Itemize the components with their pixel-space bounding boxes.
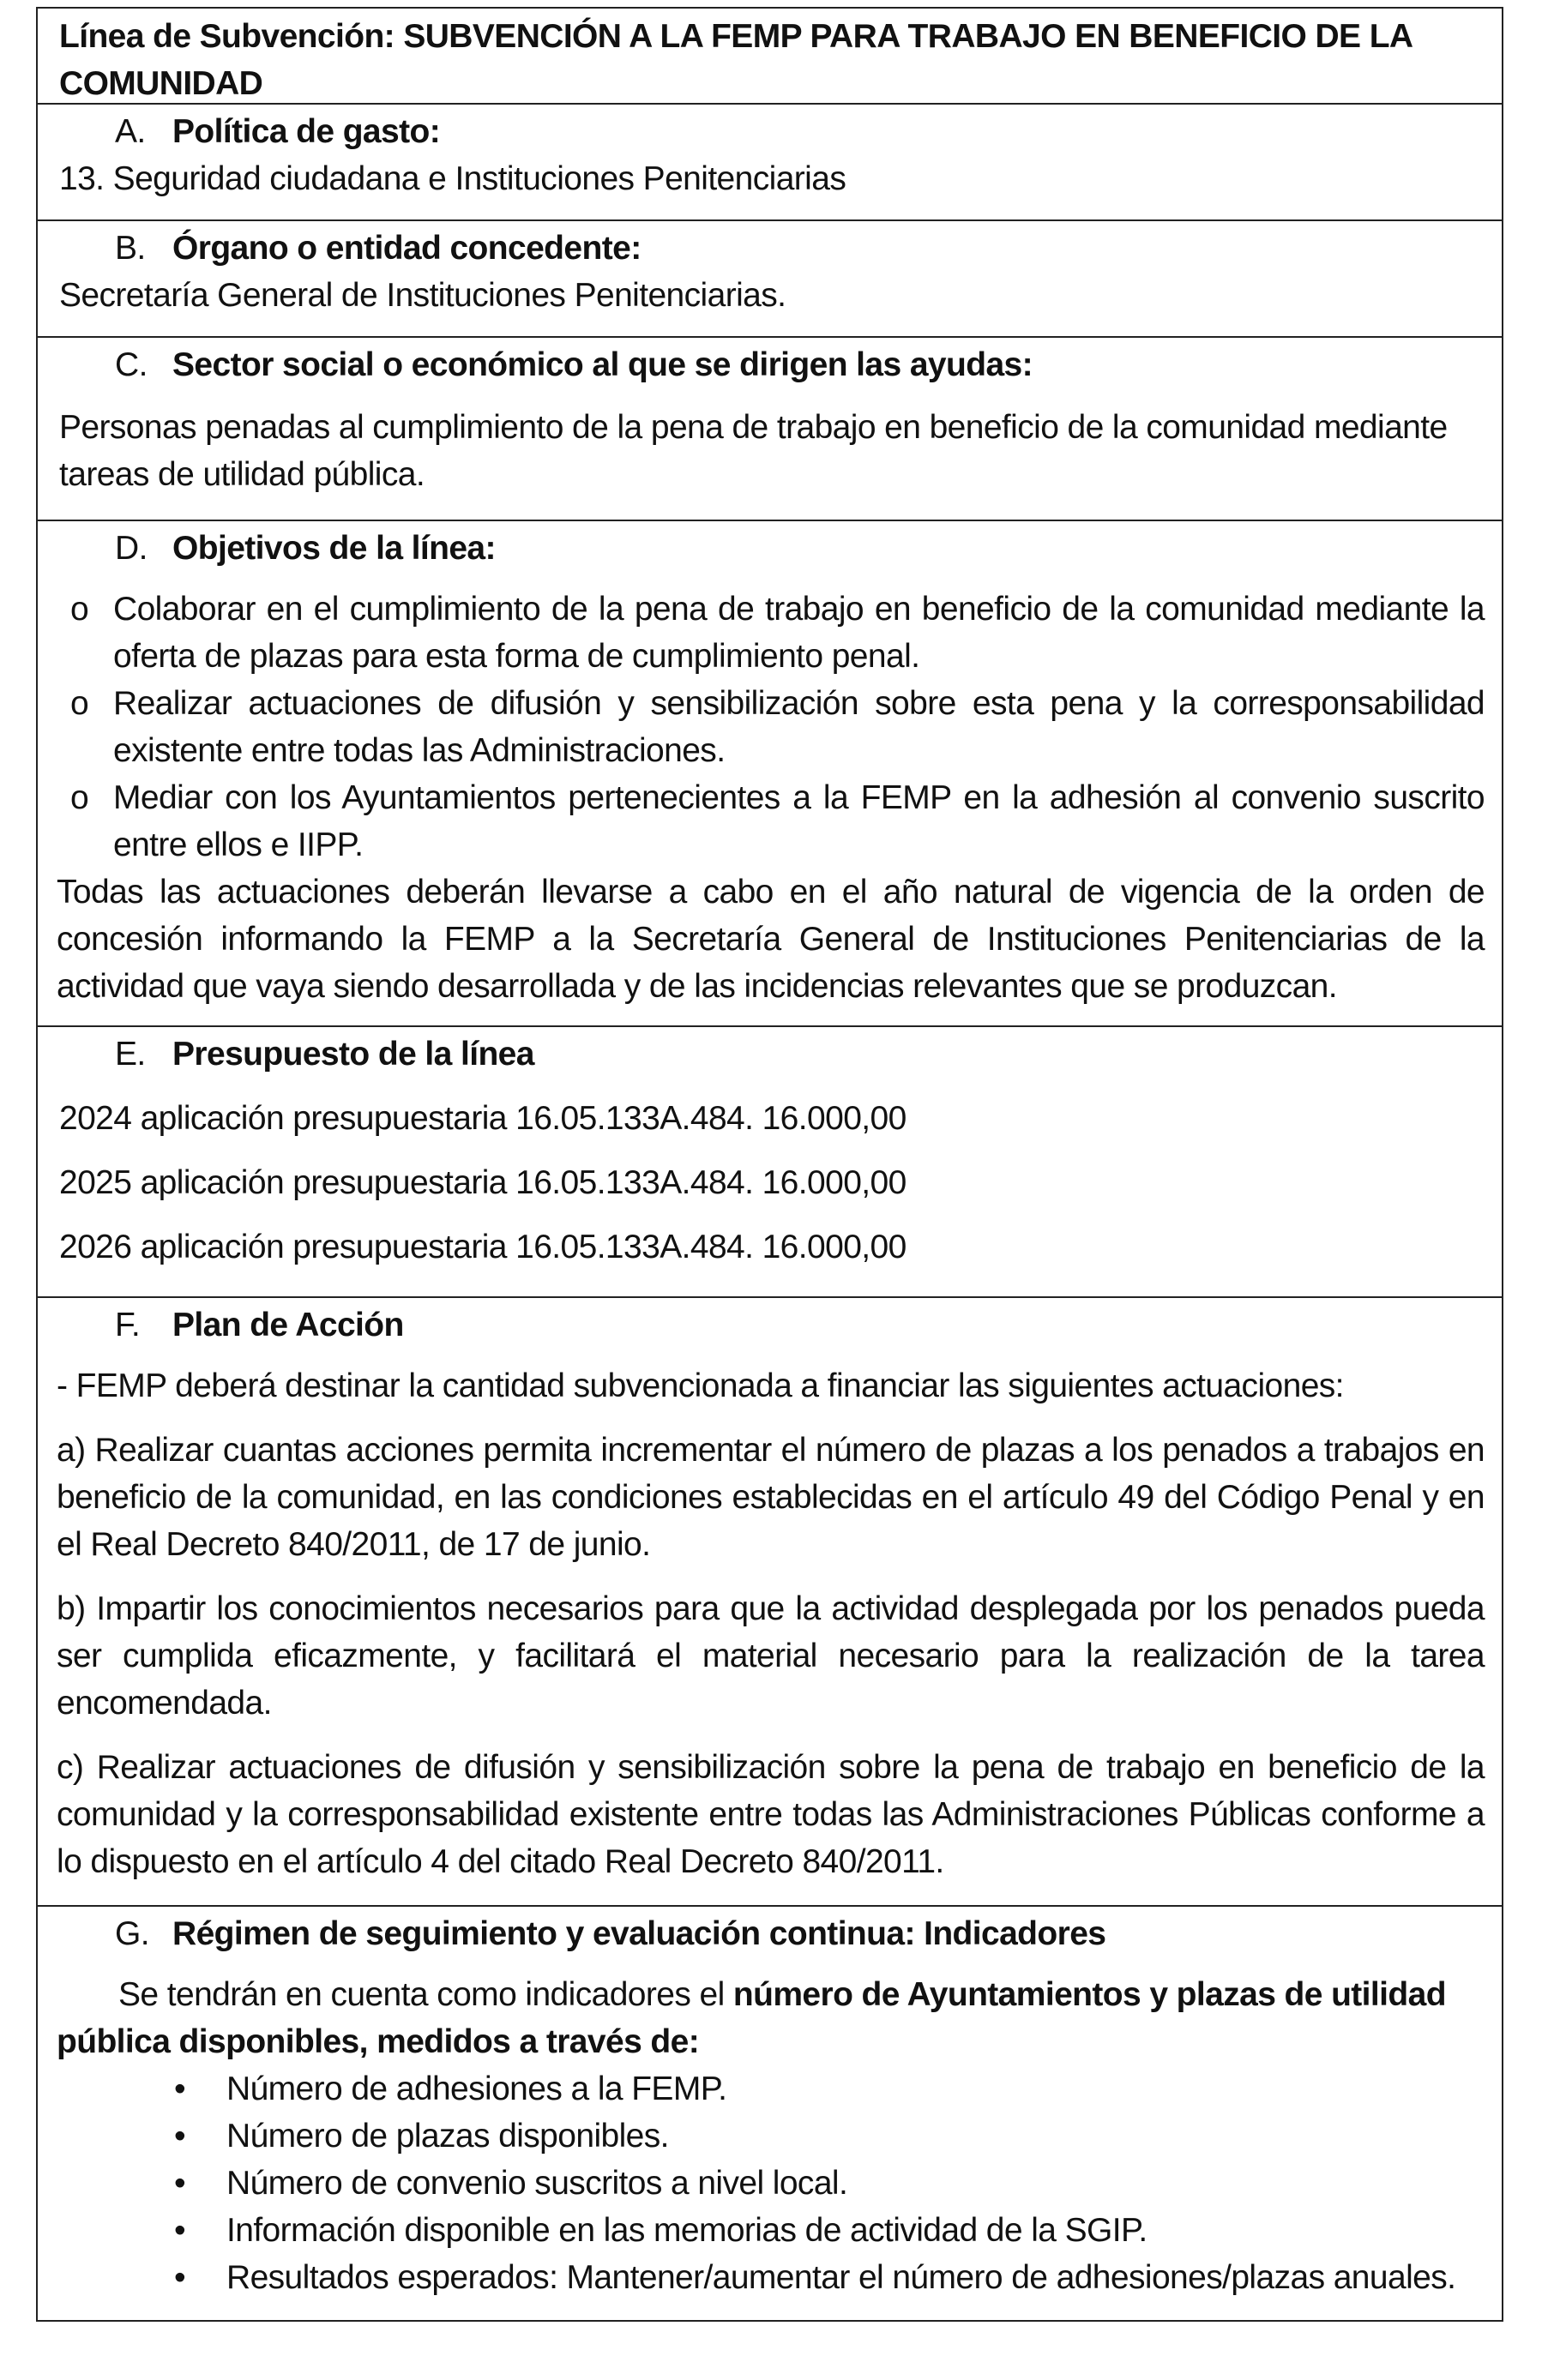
indicator-item <box>38 2207 1502 2254</box>
section-g-heading <box>38 1907 1502 1957</box>
budget-line: 2025 aplicación presupuestaria 16.05.133A.484. 16.000,00 <box>59 1164 907 1201</box>
section-e <box>36 1027 1503 1298</box>
plan-item: c) Realizar actuaciones de difusión y sensibilización sobre la pena de trabajo en beneficio de la comunidad y la corresponsabilidad existente entre todas las Administraciones Públicas conforme a lo dispuesto en el artículo 4 del citado Real Decreto 840/2011. <box>57 1749 1485 1880</box>
objective-marker: o <box>70 779 89 816</box>
bullet-marker: • <box>173 2259 185 2296</box>
section-b-heading <box>38 221 1502 272</box>
indicator-item <box>38 2065 1502 2113</box>
budget-line: 2024 aplicación presupuestaria 16.05.133A.484. 16.000,00 <box>59 1100 907 1137</box>
section-d-letter: D. <box>115 530 148 567</box>
indicators-intro-bold: número de Ayuntamientos y plazas de utilidad pública disponibles, medidos a través de: <box>57 1976 1446 2060</box>
bullet-marker: • <box>173 2070 185 2107</box>
indicator-text: Información disponible en las memorias de actividad de la SGIP. <box>226 2212 1147 2249</box>
indicators-intro-plain: Se tendrán en cuenta como indicadores el <box>118 1976 733 2013</box>
objectives-note: Todas las actuaciones deberán llevarse a cabo en el año natural de vigencia de la orden de concesión informando la FEMP a la Secretaría General de Instituciones Penitenciarias de la actividad que vaya siendo desarrollada y de las incidencias relevantes que se produzcan. <box>57 874 1485 1005</box>
section-a-text: 13. Seguridad ciudadana e Instituciones Penitenciarias <box>59 160 846 197</box>
objective-text: Mediar con los Ayuntamientos pertenecientes a la FEMP en la adhesión al convenio suscrito entre ellos e IIPP. <box>113 779 1485 863</box>
section-c-text: Personas penadas al cumplimiento de la pena de trabajo en beneficio de la comunidad mediante tareas de utilidad pública. <box>59 409 1448 493</box>
linea-name: SUBVENCIÓN A LA FEMP PARA TRABAJO EN BENEFICIO DE LA COMUNIDAD <box>59 18 1412 102</box>
linea-label: Línea de Subvención: <box>59 18 395 55</box>
section-c-title: Sector social o económico al que se dirigen las ayudas: <box>172 346 1033 383</box>
section-d-title: Objetivos de la línea: <box>172 530 496 567</box>
objective-marker: o <box>70 591 89 628</box>
objective-item <box>38 774 1502 868</box>
objective-text: Realizar actuaciones de difusión y sensibilización sobre esta pena y la corresponsabilidad existente entre todas las Administraciones. <box>113 685 1485 769</box>
section-f-heading <box>38 1298 1502 1349</box>
subsidy-document <box>36 7 1503 2322</box>
bullet-marker: • <box>173 2212 185 2249</box>
indicator-text: Número de convenio suscritos a nivel local. <box>226 2165 848 2202</box>
section-e-heading <box>38 1027 1502 1078</box>
section-a-letter: A. <box>115 113 146 150</box>
linea-title-section <box>36 7 1503 105</box>
bullet-marker: • <box>173 2165 185 2202</box>
section-a-heading <box>38 105 1502 155</box>
indicator-text: Número de adhesiones a la FEMP. <box>226 2070 727 2107</box>
section-g-title: Régimen de seguimiento y evaluación continua: Indicadores <box>172 1915 1106 1952</box>
indicator-item <box>38 2113 1502 2160</box>
section-f <box>36 1298 1503 1907</box>
section-g-letter: G. <box>115 1915 149 1952</box>
section-b-letter: B. <box>115 230 146 267</box>
indicator-item <box>38 2160 1502 2207</box>
section-c-heading <box>38 338 1502 388</box>
section-c-letter: C. <box>115 346 148 383</box>
section-g <box>36 1907 1503 2322</box>
section-d-heading <box>38 521 1502 572</box>
section-c <box>36 338 1503 521</box>
section-e-title: Presupuesto de la línea <box>172 1036 534 1073</box>
objective-item <box>38 680 1502 774</box>
bullet-marker: • <box>173 2118 185 2155</box>
section-f-letter: F. <box>115 1307 141 1343</box>
section-b <box>36 221 1503 338</box>
budget-line: 2026 aplicación presupuestaria 16.05.133A.484. 16.000,00 <box>59 1229 907 1265</box>
indicator-text: Número de plazas disponibles. <box>226 2118 669 2155</box>
section-b-text: Secretaría General de Instituciones Penitenciarias. <box>59 277 786 314</box>
section-a <box>36 105 1503 221</box>
plan-item: a) Realizar cuantas acciones permita incrementar el número de plazas a los penados a trabajos en beneficio de la comunidad, en las condiciones establecidas en el artículo 49 del Código Penal y en el Real Decreto 840/2011, de 17 de junio. <box>57 1432 1485 1563</box>
objective-item <box>38 586 1502 680</box>
plan-item: b) Impartir los conocimientos necesarios para que la actividad desplegada por los penados pueda ser cumplida eficazmente, y facilitará el material necesario para la realización de la tarea encomendada. <box>57 1590 1485 1722</box>
section-b-title: Órgano o entidad concedente: <box>172 230 641 267</box>
section-a-title: Política de gasto: <box>172 113 441 150</box>
indicators-intro <box>38 1971 1502 2065</box>
linea-title <box>38 9 1502 107</box>
objective-marker: o <box>70 685 89 722</box>
indicator-item <box>38 2254 1502 2301</box>
indicator-text: Resultados esperados: Mantener/aumentar el número de adhesiones/plazas anuales. <box>226 2259 1456 2296</box>
section-f-title: Plan de Acción <box>172 1307 404 1343</box>
section-d <box>36 521 1503 1027</box>
plan-intro: - FEMP deberá destinar la cantidad subvencionada a financiar las siguientes actuaciones: <box>57 1367 1344 1404</box>
objective-text: Colaborar en el cumplimiento de la pena de trabajo en beneficio de la comunidad mediante la oferta de plazas para esta forma de cumplimiento penal. <box>113 591 1485 675</box>
section-e-letter: E. <box>115 1036 146 1073</box>
